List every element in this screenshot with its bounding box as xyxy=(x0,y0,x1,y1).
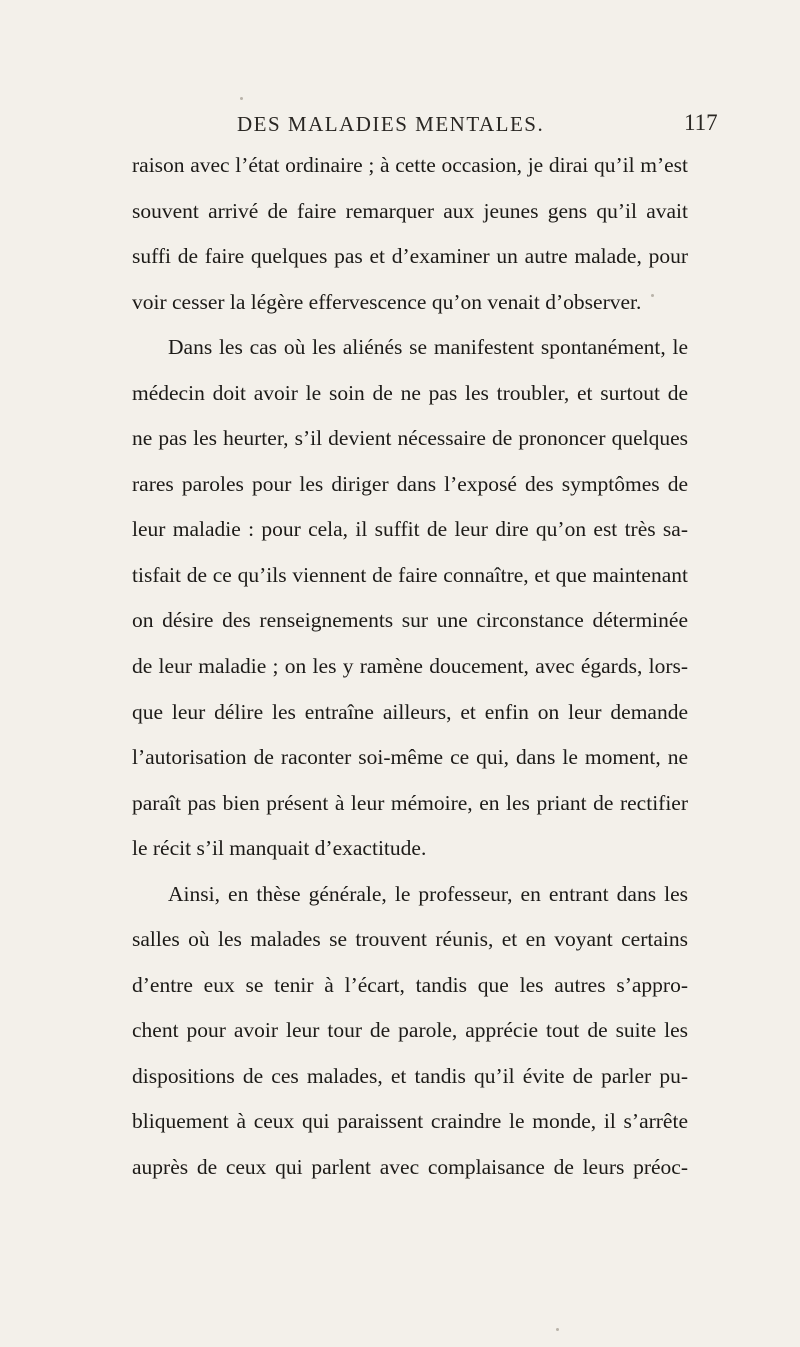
paragraph-start-line: Ainsi, en thèse générale, le professeur, en entrant dans les xyxy=(168,881,688,906)
text-line: bliquement à ceux qui paraissent craindre le monde, il s’arrête xyxy=(132,1109,688,1134)
text-line: de leur maladie ; on les y ramène doucement, avec égards, lors- xyxy=(132,654,688,679)
text-line: leur maladie : pour cela, il suffit de leur dire qu’on est très sa- xyxy=(132,517,688,542)
text-line: chent pour avoir leur tour de parole, apprécie tout de suite les xyxy=(132,1018,688,1043)
text-line: raison avec l’état ordinaire ; à cette occasion, je dirai qu’il m’est xyxy=(132,153,688,177)
paper-speck xyxy=(556,1328,559,1331)
text-line: dispositions de ces malades, et tandis qu’il évite de parler pu- xyxy=(132,1063,688,1088)
paragraph-end-line: voir cesser la légère effervescence qu’on venait d’observer. xyxy=(132,289,642,314)
page-number: 117 xyxy=(684,110,718,135)
text-line: tisfait de ce qu’ils viennent de faire connaître, et que maintenant xyxy=(132,562,688,587)
paragraph-start-line: Dans les cas où les aliénés se manifestent spontanément, le xyxy=(168,335,688,360)
text-line: souvent arrivé de faire remarquer aux jeunes gens qu’il avait xyxy=(132,198,688,223)
paragraph-end-line: le récit s’il manquait d’exactitude. xyxy=(132,836,427,861)
text-line: salles où les malades se trouvent réunis, et en voyant certains xyxy=(132,927,688,952)
text-line: que leur délire les entraîne ailleurs, et enfin on leur demande xyxy=(132,699,688,724)
text-line: rares paroles pour les diriger dans l’exposé des symptômes de xyxy=(132,471,688,496)
running-head xyxy=(0,112,800,142)
paper-speck xyxy=(651,294,654,297)
text-line: auprès de ceux qui parlent avec complaisance de leurs préoc- xyxy=(132,1155,688,1180)
text-line: on désire des renseignements sur une circonstance déterminée xyxy=(132,608,688,633)
text-line: paraît pas bien présent à leur mémoire, en les priant de rectifier xyxy=(132,790,688,815)
running-title: DES MALADIES MENTALES. xyxy=(237,112,545,136)
paper-speck xyxy=(240,97,243,100)
text-line: l’autorisation de raconter soi-même ce qui, dans le moment, ne xyxy=(132,745,688,770)
text-line: médecin doit avoir le soin de ne pas les troubler, et surtout de xyxy=(132,380,688,405)
text-line: d’entre eux se tenir à l’écart, tandis que les autres s’appro- xyxy=(132,972,688,997)
text-line: suffi de faire quelques pas et d’examiner un autre malade, pour xyxy=(132,244,688,269)
text-line: ne pas les heurter, s’il devient nécessaire de prononcer quelques xyxy=(132,426,688,451)
body-text xyxy=(132,143,688,1191)
